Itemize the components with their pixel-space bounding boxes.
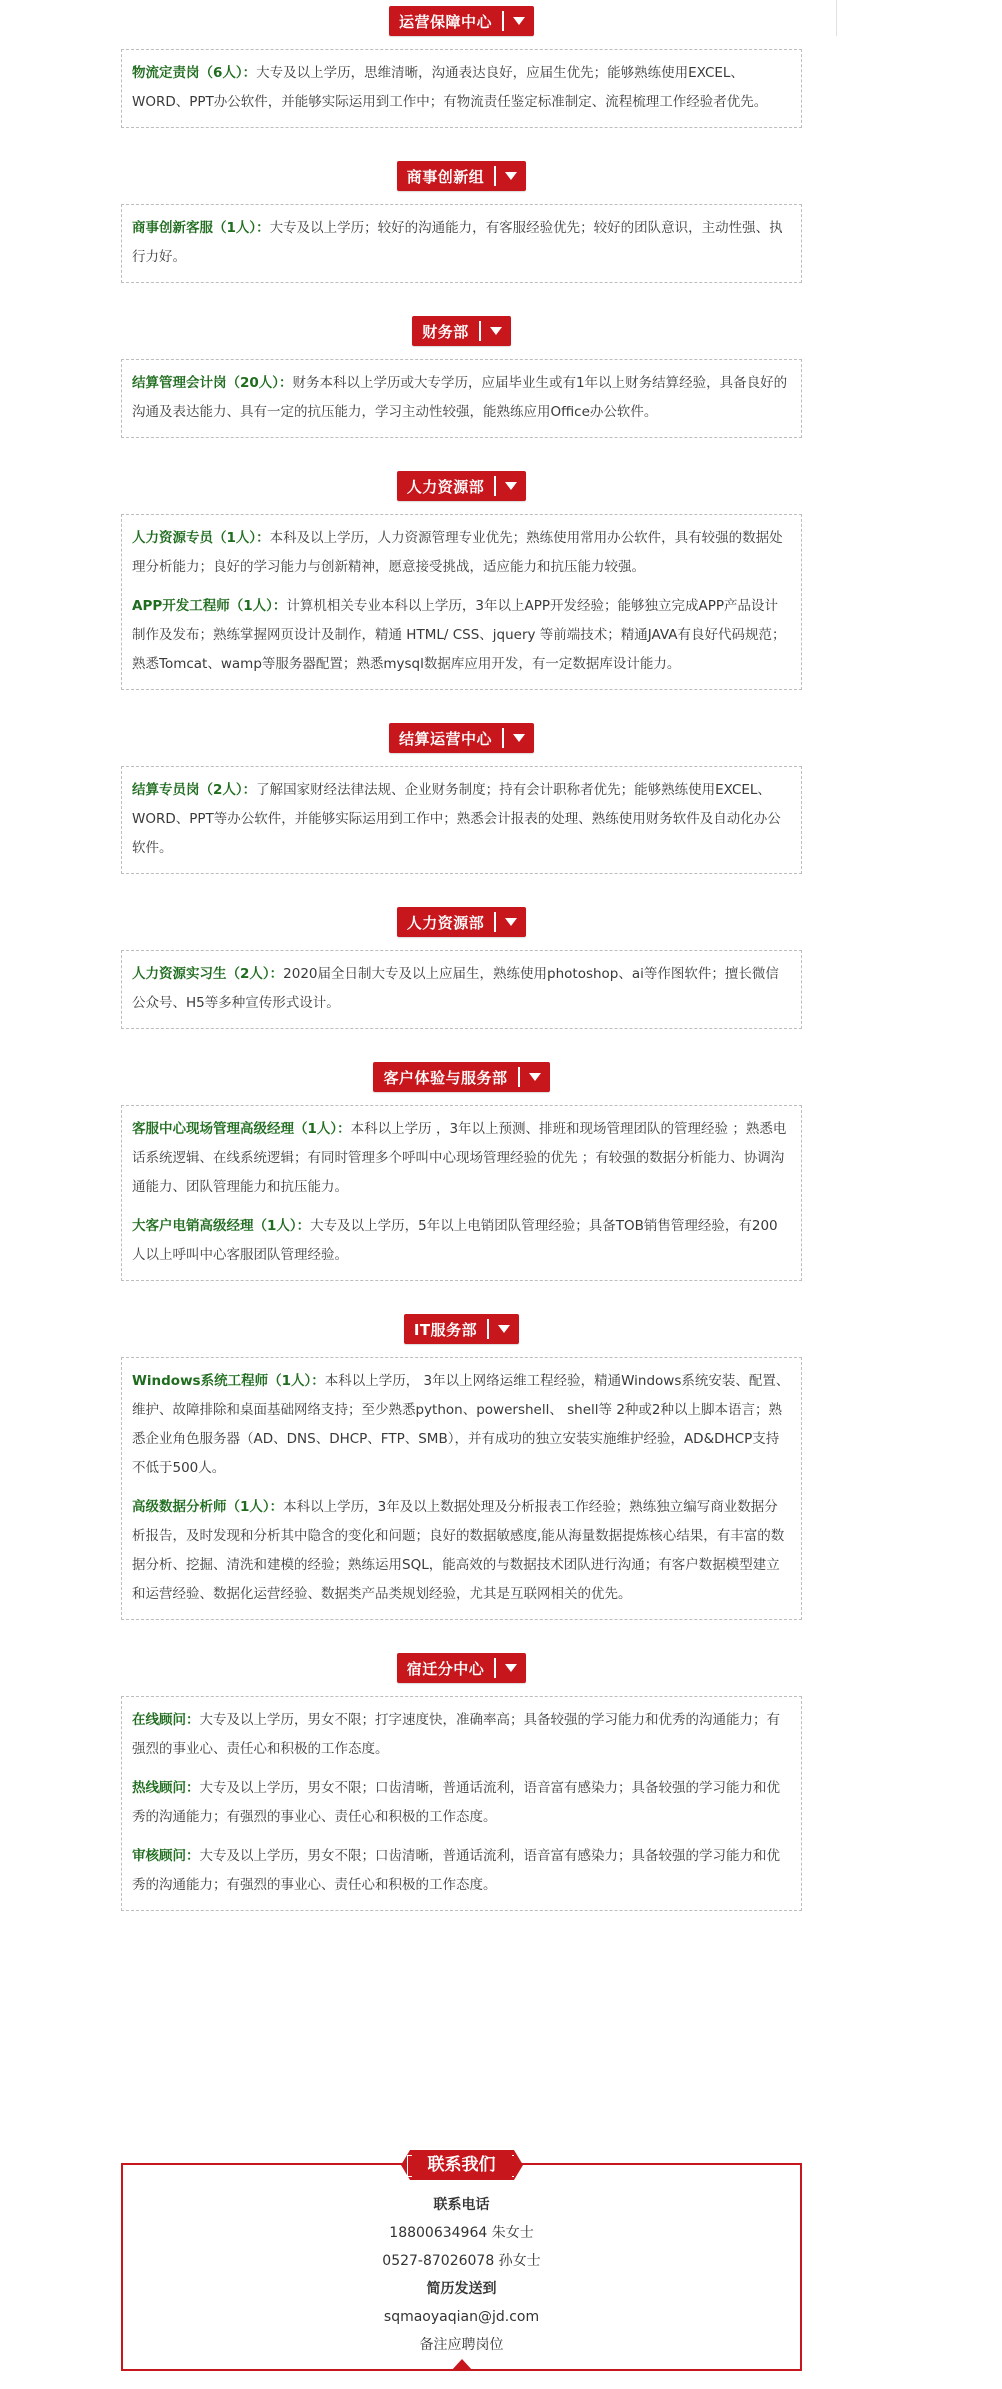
department-header[interactable] <box>373 1062 549 1092</box>
job-position: 在线顾问： <box>132 1712 200 1728</box>
job-box <box>121 766 802 874</box>
section-spacer <box>121 690 802 723</box>
job-requirements: 大专及以上学历，5年以上电销团队管理经验；具备TOB销售管理经验，有200人以上呼叫中心客服团队管理经验。 <box>132 1218 778 1263</box>
department-header-wrap <box>121 723 802 755</box>
job-item <box>132 1212 791 1270</box>
job-requirements: 本科以上学历 ，3年以上预测、排班和现场管理团队的管理经验 ；熟悉电话系统逻辑、在线系统逻辑；有同时管理多个呼叫中心现场管理经验的优先 ；有较强的数据分析能力、协调沟通能力、团队管理能力和抗压能力。 <box>132 1121 787 1195</box>
section-spacer <box>121 283 802 316</box>
section-spacer <box>121 1029 802 1062</box>
phone-number-1: 18800634964 朱女士 <box>389 2225 534 2241</box>
department-section <box>121 723 802 874</box>
job-position: 结算管理会计岗（20人）： <box>132 375 293 391</box>
job-position: 大客户电销高级经理（1人）： <box>132 1218 311 1234</box>
department-section <box>121 316 802 438</box>
job-position: 人力资源专员（1人）： <box>132 530 270 546</box>
title-bracket-left-icon <box>407 2155 412 2177</box>
job-position: 热线顾问： <box>132 1780 200 1796</box>
resume-email[interactable]: sqmaoyaqian@jd.com <box>383 2309 540 2325</box>
job-item <box>132 1842 791 1900</box>
job-item <box>132 776 791 863</box>
job-position: 结算专员岗（2人）： <box>132 782 257 798</box>
section-spacer <box>121 874 802 907</box>
resume-label: 简历发送到 <box>426 2281 497 2297</box>
job-item <box>132 524 791 582</box>
department-header-wrap <box>121 6 802 38</box>
top-divider <box>836 0 837 36</box>
job-box <box>121 514 802 690</box>
job-item <box>132 1706 791 1764</box>
triangle-down-icon[interactable] <box>504 6 534 36</box>
job-item <box>132 1367 791 1483</box>
application-note: 备注应聘岗位 <box>419 2337 504 2353</box>
job-requirements: 2020届全日制大专及以上应届生，熟练使用photoshop、ai等作图软件；擅长微信公众号、H5等多种宣传形式设计。 <box>132 966 779 1011</box>
job-position: Windows系统工程师（1人）： <box>132 1373 325 1389</box>
job-requirements: 本科及以上学历，人力资源管理专业优先；熟练使用常用办公软件，具有较强的数据处理分析能力；良好的学习能力与创新精神，愿意接受挑战，适应能力和抗压能力较强。 <box>132 530 783 575</box>
department-section <box>121 907 802 1029</box>
job-requirements: 大专及以上学历，思维清晰，沟通表达良好，应届生优先；能够熟练使用EXCEL、WORD、PPT办公软件，并能够实际运用到工作中；有物流责任鉴定标准制定、流程梳理工作经验者优先。 <box>132 65 768 110</box>
department-header-wrap <box>121 1314 802 1346</box>
phone-number-2: 0527-87026078 孙女士 <box>382 2253 541 2269</box>
department-title: 财务部 <box>422 322 469 341</box>
triangle-down-icon[interactable] <box>520 1062 550 1092</box>
department-title: IT服务部 <box>413 1320 478 1339</box>
department-section <box>121 6 802 128</box>
job-box <box>121 1696 802 1911</box>
job-item <box>132 960 791 1018</box>
job-position: 人力资源实习生（2人）： <box>132 966 284 982</box>
department-header[interactable] <box>412 316 511 346</box>
job-item <box>132 214 791 272</box>
department-header-wrap <box>121 161 802 193</box>
job-requirements: 大专及以上学历，男女不限；口齿清晰，普通话流利，语音富有感染力；具备较强的学习能力和优秀的沟通能力；有强烈的事业心、责任心和积极的工作态度。 <box>132 1780 780 1825</box>
department-title: 商事创新组 <box>406 167 485 186</box>
job-requirements: 财务本科以上学历或大专学历，应届毕业生或有1年以上财务结算经验，具备良好的沟通及表达能力、具有一定的抗压能力，学习主动性较强，能熟练应用Office办公软件。 <box>132 375 788 420</box>
department-header-wrap <box>121 471 802 503</box>
job-box <box>121 950 802 1029</box>
department-header[interactable] <box>397 471 527 501</box>
job-requirements: 计算机相关专业本科以上学历，3年以上APP开发经验；能够独立完成APP产品设计制作及发布；熟练掌握网页设计及制作，精通 HTML/ CSS、jquery 等前端技术；精通JAVA有良好代码规范；熟悉Tomcat、wamp等服务器配置；熟悉mysql数据库应用开发，有一定数据库设计能力。 <box>132 598 786 672</box>
job-requirements: 本科以上学历， 3年以上网络运维工程经验，精通Windows系统安装、配置、维护、故障排除和桌面基础网络支持；至少熟悉python、powershell、 shell等 2种或2种以上脚本语言；熟悉企业角色服务器（AD、DNS、DHCP、FTP、SMB），并有成功的独立安装实施维护经验，AD&DHCP支持不低于500人。 <box>132 1373 790 1476</box>
job-position: APP开发工程师（1人）： <box>132 598 287 614</box>
section-spacer <box>121 1620 802 1653</box>
section-spacer <box>121 438 802 471</box>
department-header-wrap <box>121 907 802 939</box>
job-position: 物流定责岗（6人）： <box>132 65 257 81</box>
job-requirements: 了解国家财经法律法规、企业财务制度；持有会计职称者优先；能够熟练使用EXCEL、WORD、PPT等办公软件，并能够实际运用到工作中；熟悉会计报表的处理、熟练使用财务软件及自动化办公软件。 <box>132 782 781 856</box>
job-requirements: 本科以上学历，3年及以上数据处理及分析报表工作经验；熟练独立编写商业数据分析报告，及时发现和分析其中隐含的变化和问题；良好的数据敏感度,能从海量数据提炼核心结果，有丰富的数据分析、挖掘、清洗和建模的经验；熟练运用SQL，能高效的与数据技术团队进行沟通；有客户数据模型建立和运营经验、数据化运营经验、数据类产品类规划经验，尤其是互联网相关的优先。 <box>132 1499 785 1602</box>
triangle-down-icon[interactable] <box>504 723 534 753</box>
triangle-down-icon[interactable] <box>489 1314 519 1344</box>
job-box <box>121 1357 802 1620</box>
department-header[interactable] <box>389 6 534 36</box>
job-position: 高级数据分析师（1人）： <box>132 1499 284 1515</box>
section-spacer <box>121 128 802 161</box>
job-requirements: 大专及以上学历，男女不限；打字速度快，准确率高；具备较强的学习能力和优秀的沟通能力；有强烈的事业心、责任心和积极的工作态度。 <box>132 1712 780 1757</box>
department-title: 客户体验与服务部 <box>383 1068 508 1087</box>
department-title: 人力资源部 <box>406 477 485 496</box>
department-header-wrap <box>121 1062 802 1094</box>
contact-box <box>121 2155 802 2371</box>
department-section <box>121 471 802 690</box>
contact-title-text: 联系我们 <box>427 2155 496 2175</box>
triangle-down-icon[interactable] <box>496 471 526 501</box>
job-requirements: 大专及以上学历；较好的沟通能力，有客服经验优先；较好的团队意识，主动性强、执行力好。 <box>132 220 783 265</box>
department-header-wrap <box>121 316 802 348</box>
job-box <box>121 359 802 438</box>
triangle-down-icon[interactable] <box>481 316 511 346</box>
department-section <box>121 1314 802 1620</box>
triangle-down-icon[interactable] <box>496 907 526 937</box>
department-section <box>121 1653 802 1911</box>
job-item <box>132 1493 791 1609</box>
title-bracket-right-icon <box>512 2155 517 2177</box>
contact-section <box>121 2147 802 2371</box>
job-listing-column <box>121 6 802 1911</box>
job-position: 客服中心现场管理高级经理（1人）： <box>132 1121 351 1137</box>
job-position: 审核顾问： <box>132 1848 200 1864</box>
department-header[interactable] <box>404 1314 519 1344</box>
job-position: 商事创新客服（1人）： <box>132 220 270 236</box>
job-item <box>132 369 791 427</box>
triangle-down-icon[interactable] <box>496 1653 526 1683</box>
job-item <box>132 1115 791 1202</box>
phone-label: 联系电话 <box>433 2197 490 2213</box>
department-title: 结算运营中心 <box>398 729 492 748</box>
arrow-up-icon <box>451 2359 473 2371</box>
job-box <box>121 49 802 128</box>
department-title: 运营保障中心 <box>398 12 492 31</box>
job-item <box>132 1774 791 1832</box>
job-item <box>132 59 791 117</box>
department-section <box>121 1062 802 1281</box>
triangle-down-icon[interactable] <box>496 161 526 191</box>
contact-title <box>410 2150 514 2180</box>
job-box <box>121 1105 802 1281</box>
department-header[interactable] <box>397 907 527 937</box>
section-spacer <box>121 1281 802 1314</box>
department-header[interactable] <box>389 723 534 753</box>
department-title: 宿迁分中心 <box>406 1659 485 1678</box>
job-item <box>132 592 791 679</box>
department-header[interactable] <box>397 161 527 191</box>
department-header-wrap <box>121 1653 802 1685</box>
department-section <box>121 161 802 283</box>
contact-lines <box>123 2165 800 2359</box>
job-box <box>121 204 802 283</box>
job-requirements: 大专及以上学历，男女不限；口齿清晰，普通话流利，语音富有感染力；具备较强的学习能力和优秀的沟通能力；有强烈的事业心、责任心和积极的工作态度。 <box>132 1848 780 1893</box>
department-header[interactable] <box>397 1653 527 1683</box>
department-title: 人力资源部 <box>406 913 485 932</box>
